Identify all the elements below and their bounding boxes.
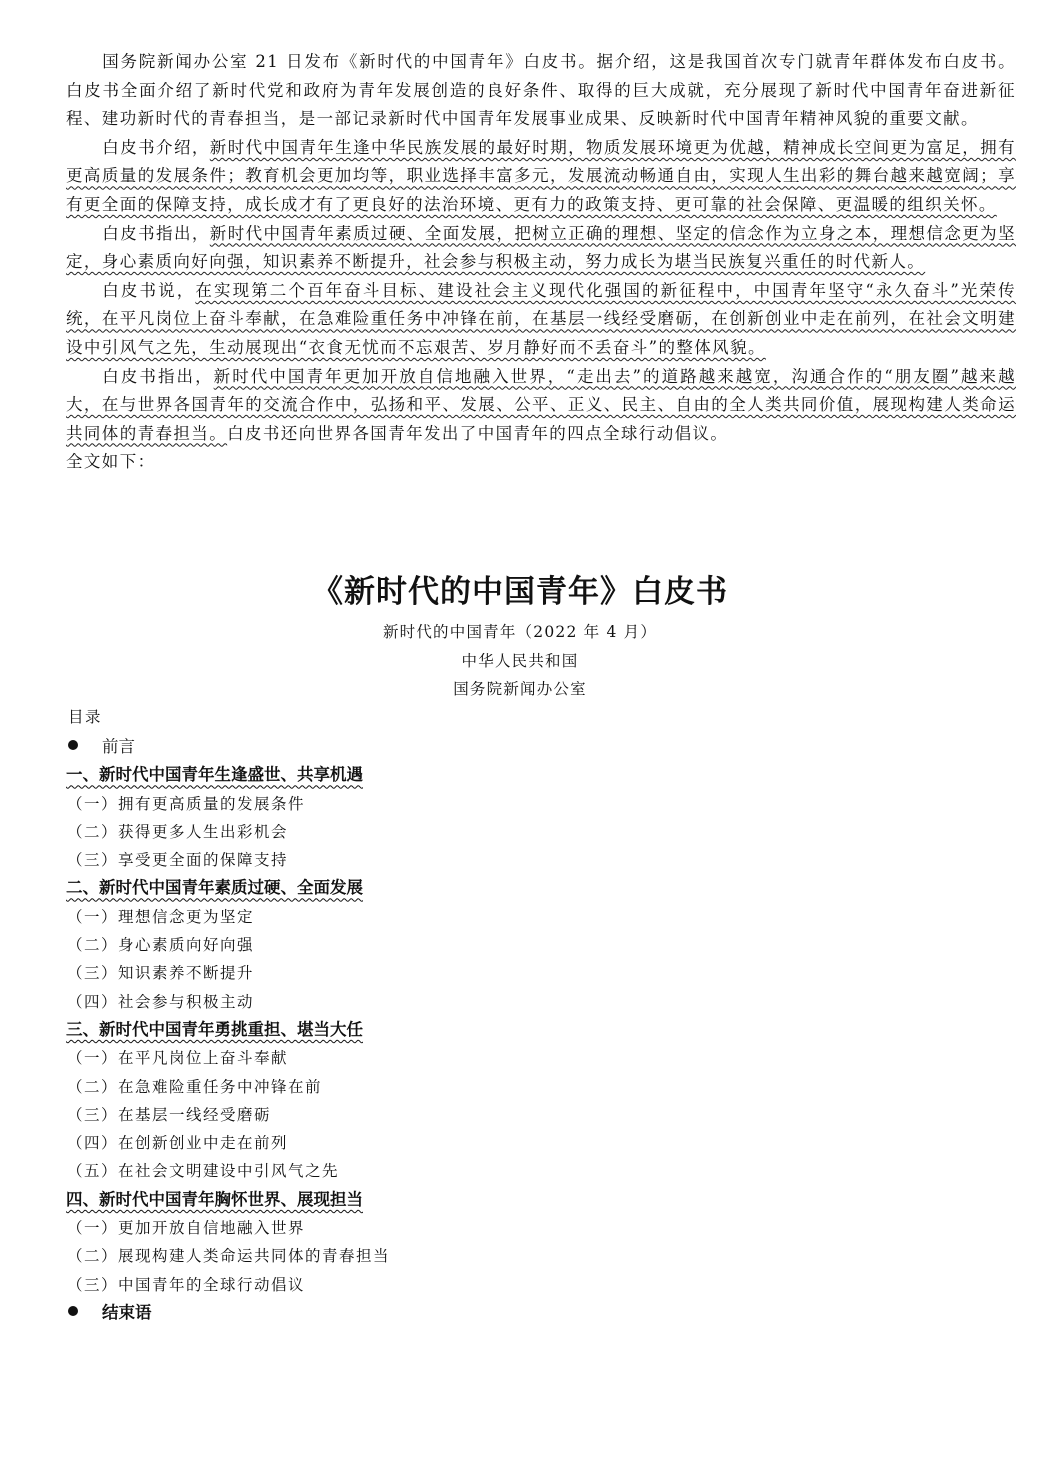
toc-section: （四）社会参与积极主动 [67,992,255,1011]
intro-lead-text: 白皮书说， [102,280,196,300]
toc-heading: 目录 [68,708,103,726]
toc-section: （一）更加开放自信地融入世界 [67,1219,306,1238]
intro-paragraph [66,48,1016,134]
toc-section: （五）在社会文明建设中引风气之先 [67,1162,340,1181]
toc-chapter [66,1016,766,1044]
table-of-contents [66,733,766,1327]
toc-section: （三）中国青年的全球行动倡议 [67,1275,306,1294]
toc-item-conclusion [66,1299,766,1327]
toc-item-preface [66,733,766,761]
toc-section: （二）展现构建人类命运共同体的青春担当 [67,1247,391,1266]
document-subtitle: 新时代的中国青年（2022 年 4 月） [382,623,658,641]
wavy-underlined-text: 在实现第二个百年奋斗目标、建设社会主义现代化强国的新征程中，中国青年坚守“永久奋斗”光荣传统，在平凡岗位上奋斗奉献，在急难险重任务中冲锋在前，在基层一线经受磨砺，在创新创业中走在前列，在社会文明建设中引风气之先，生动展现出“衣食无忧而不忘艰苦、岁月静好而不丢奋斗”的整体风貌。 [66,280,1017,357]
toc-item-label: 前言 [102,737,135,756]
wavy-underlined-text: 新时代中国青年素质过硬、全面发展，把树立正确的理想、坚定的信念作为立身之本，理想信念更为坚定，身心素质向好向强，知识素养不断提升，社会参与积极主动，努力成长为堪当民族复兴重任的时代新人。 [66,223,1016,272]
toc-chapter-label: 三、新时代中国青年勇挑重担、堪当大任 [66,1019,363,1039]
toc-chapter-label: 二、新时代中国青年素质过硬、全面发展 [66,878,363,898]
intro-paragraph [66,220,1016,277]
toc-section: （一）拥有更高质量的发展条件 [67,794,306,813]
intro-section [66,48,1016,477]
bullet-icon [68,1306,78,1316]
toc-section: （二）获得更多人生出彩机会 [67,822,289,841]
intro-lead-text: 白皮书介绍， [102,137,210,157]
intro-lead-text: 白皮书指出， [102,366,214,386]
toc-section: （一）在平凡岗位上奋斗奉献 [67,1049,289,1068]
toc-section: （三）知识素养不断提升 [67,964,255,983]
toc-section: （二）在急难险重任务中冲锋在前 [67,1077,323,1096]
toc-section: （二）身心素质向好向强 [67,936,255,955]
fulltext-label: 全文如下： [66,452,156,472]
toc-chapter-label: 四、新时代中国青年胸怀世界、展现担当 [66,1189,363,1209]
intro-tail-text: 白皮书还向世界各国青年发出了中国青年的四点全球行动倡议。 [227,423,729,443]
intro-paragraph [66,134,1016,220]
toc-item-label: 结束语 [102,1302,152,1322]
intro-paragraph [66,363,1016,449]
toc-section: （一）理想信念更为坚定 [67,907,255,926]
toc-chapter [66,874,766,902]
wavy-underlined-text: 新时代中国青年更加开放自信地融入世界，“走出去”的道路越来越宽，沟通合作的“朋友圈”越来越大，在与世界各国青年的交流合作中，弘扬和平、发展、公平、正义、民主、自由的全人类共同价值，展现构建人类命运共同体的青春担当。 [66,366,1016,443]
toc-section: （四）在创新创业中走在前列 [67,1134,289,1153]
intro-fulltext-note [66,448,1016,477]
issuer-country: 中华人民共和国 [461,652,579,670]
issuer-office: 国务院新闻办公室 [453,680,587,698]
wavy-underlined-text: 新时代中国青年生逢中华民族发展的最好时期，物质发展环境更为优越，精神成长空间更为富足，拥有更高质量的发展条件；教育机会更加均等，职业选择丰富多元，发展流动畅通自由，实现人生出彩的舞台越来越宽阔；享有更全面的保障支持，成长成才有了更良好的法治环境、更有力的政策支持、更可靠的社会保障、更温暖的组织关怀。 [66,137,1016,214]
intro-lead-text: 白皮书指出， [102,223,210,243]
intro-text: 国务院新闻办公室 21 日发布《新时代的中国青年》白皮书。据介绍，这是我国首次专门就青年群体发布白皮书。白皮书全面介绍了新时代党和政府为青年发展创造的良好条件、取得的巨大成就，充分展现了新时代中国青年奋进新征程、建功新时代的青春担当，是一部记录新时代中国青年发展事业成果、反映新时代中国青年精神风貌的重要文献。 [66,52,1016,129]
toc-chapter [66,761,766,789]
bullet-icon [68,740,78,750]
toc-section: （三）在基层一线经受磨砺 [67,1105,272,1124]
intro-paragraph [66,277,1016,363]
toc-chapter [66,1186,766,1214]
toc-section: （三）享受更全面的保障支持 [67,851,289,870]
document-title: 《新时代的中国青年》白皮书 [312,574,728,610]
toc-chapter-label: 一、新时代中国青年生逢盛世、共享机遇 [66,765,363,785]
